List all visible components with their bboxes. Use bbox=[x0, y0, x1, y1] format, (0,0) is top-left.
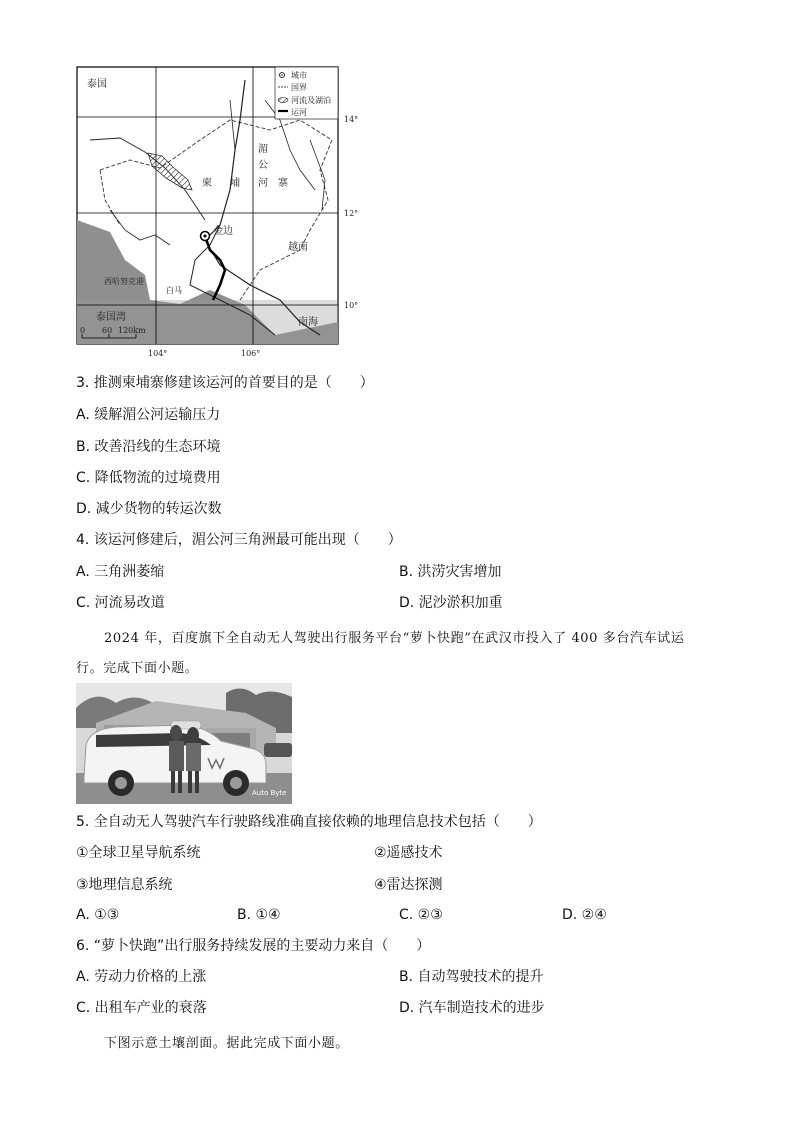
label-gulf-of-thailand: 泰国湾 bbox=[96, 312, 126, 323]
legend-border: 国界 bbox=[291, 83, 307, 92]
q5-option-b[interactable]: B. ①④ bbox=[237, 907, 281, 923]
label-vietnam: 越南 bbox=[288, 242, 308, 253]
q5-item-4: ④雷达探测 bbox=[374, 877, 443, 893]
intro-soil-profile: 下图示意土壤剖面。据此完成下面小题。 bbox=[104, 1036, 349, 1051]
q6-option-b[interactable]: B. 自动驾驶技术的提升 bbox=[399, 969, 544, 985]
q5-option-c[interactable]: C. ②③ bbox=[399, 907, 443, 923]
scale-mid: 60 bbox=[102, 326, 113, 335]
q6-option-c[interactable]: C. 出租车产业的衰落 bbox=[76, 1000, 207, 1016]
q6-option-d[interactable]: D. 汽车制造技术的进步 bbox=[399, 1000, 545, 1016]
label-mekong-1: 湄 bbox=[258, 144, 268, 155]
q4-option-b[interactable]: B. 洪涝灾害增加 bbox=[399, 564, 502, 580]
q5-option-d[interactable]: D. ②④ bbox=[562, 907, 607, 923]
label-phnom-penh: 金边 bbox=[213, 226, 233, 237]
label-cambodia-2: 埔 bbox=[230, 178, 240, 189]
q5-item-3: ③地理信息系统 bbox=[76, 877, 173, 893]
q3-option-c[interactable]: C. 降低物流的过境费用 bbox=[76, 470, 221, 486]
q4-option-a[interactable]: A. 三角洲萎缩 bbox=[76, 564, 165, 580]
label-baima: 白马 bbox=[166, 286, 182, 295]
q5-item-2: ②遥感技术 bbox=[374, 845, 443, 861]
scale-end: 120km bbox=[118, 326, 146, 335]
q5-stem: 5. 全自动无人驾驶汽车行驶路线准确直接依赖的地理信息技术包括（ ） bbox=[76, 814, 542, 830]
label-cambodia-3: 寨 bbox=[278, 178, 288, 189]
label-south-china-sea: 南海 bbox=[298, 317, 318, 328]
q3-stem: 3. 推测柬埔寨修建该运河的首要目的是（ ） bbox=[76, 375, 374, 391]
q3-option-a[interactable]: A. 缓解湄公河运输压力 bbox=[76, 407, 221, 423]
legend-city: 城市 bbox=[291, 71, 307, 80]
legend-canal: 运河 bbox=[291, 108, 307, 117]
q4-option-d[interactable]: D. 泥沙淤积加重 bbox=[399, 595, 503, 611]
q5-option-a[interactable]: A. ①③ bbox=[76, 907, 120, 923]
legend-river-lake: 河流及湖泊 bbox=[291, 96, 331, 105]
label-sihanoukville: 西哈努克港 bbox=[104, 277, 144, 286]
lon-label-104: 104° bbox=[148, 349, 168, 358]
lat-label-14: 14° bbox=[344, 115, 359, 124]
q4-stem: 4. 该运河修建后，湄公河三角洲最可能出现（ ） bbox=[76, 532, 402, 548]
intro-robotaxi-line2: 行。完成下面小题。 bbox=[76, 661, 199, 676]
lat-label-10: 10° bbox=[344, 301, 359, 310]
q3-option-b[interactable]: B. 改善沿线的生态环境 bbox=[76, 439, 221, 455]
robotaxi-photo bbox=[76, 683, 292, 804]
lat-label-12: 12° bbox=[344, 209, 359, 218]
q6-option-a[interactable]: A. 劳动力价格的上涨 bbox=[76, 969, 207, 985]
q4-option-c[interactable]: C. 河流易改道 bbox=[76, 595, 165, 611]
label-mekong-2: 公 bbox=[258, 160, 268, 171]
photo-watermark: Auto Byte bbox=[252, 789, 287, 797]
cambodia-canal-map bbox=[70, 60, 380, 360]
q6-stem: 6. “萝卜快跑”出行服务持续发展的主要动力来自（ ） bbox=[76, 938, 431, 954]
label-cambodia-1: 柬 bbox=[202, 178, 212, 189]
q3-option-d[interactable]: D. 减少货物的转运次数 bbox=[76, 501, 222, 517]
label-mekong-3: 河 bbox=[258, 178, 268, 189]
intro-robotaxi-line1: 2024 年，百度旗下全自动无人驾驶出行服务平台“萝卜快跑”在武汉市投入了 400 多台汽车试运 bbox=[104, 631, 685, 646]
scale-zero: 0 bbox=[80, 326, 86, 335]
label-thailand: 泰国 bbox=[87, 79, 107, 90]
q5-item-1: ①全球卫星导航系统 bbox=[76, 845, 201, 861]
lon-label-106: 106° bbox=[241, 349, 261, 358]
